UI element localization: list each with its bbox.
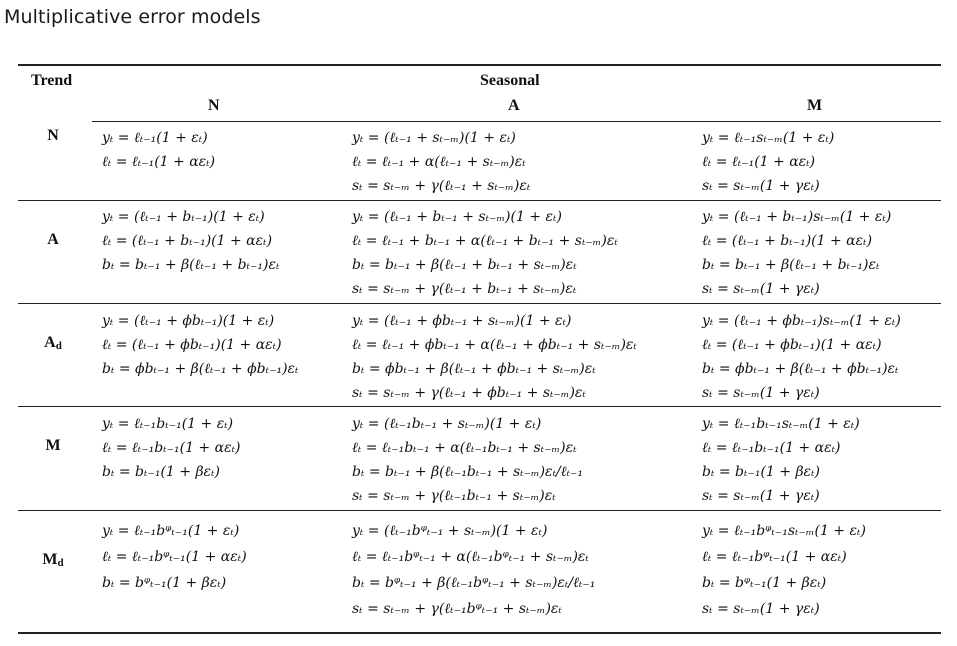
model-cell-m-a: yₜ = (ℓₜ₋₁bₜ₋₁ + sₜ₋ₘ)(1 + εₜ) ℓₜ = ℓₜ₋₁bₜ₋₁ + α(ℓₜ₋₁bₜ₋₁ + sₜ₋ₘ)εₜ bₜ = bₜ₋₁ + β(ℓₜ₋₁bₜ₋₁ + sₜ₋ₘ)εₜ/ℓₜ₋₁ sₜ = sₜ₋ₘ + γ(ℓₜ₋₁bₜ₋₁ + sₜ₋ₘ)εₜ xyxy=(352,416,584,504)
model-cell-a-m: yₜ = (ℓₜ₋₁ + bₜ₋₁)sₜ₋ₘ(1 + εₜ) ℓₜ = (ℓₜ₋₁ + bₜ₋₁)(1 + αεₜ) bₜ = bₜ₋₁ + β(ℓₜ₋₁ + bₜ₋₁)εₜ sₜ = sₜ₋ₘ(1 + γεₜ) xyxy=(702,209,892,297)
row-divider-4 xyxy=(18,510,941,511)
model-cell-n-n: yₜ = ℓₜ₋₁(1 + εₜ) ℓₜ = ℓₜ₋₁(1 + αεₜ) xyxy=(102,130,216,170)
model-cell-md-a: yₜ = (ℓₜ₋₁bᵠₜ₋₁ + sₜ₋ₘ)(1 + εₜ) ℓₜ = ℓₜ₋₁bᵠₜ₋₁ + α(ℓₜ₋₁bᵠₜ₋₁ + sₜ₋ₘ)εₜ bₜ = bᵠₜ₋₁ + β(ℓₜ₋₁bᵠₜ₋₁ + sₜ₋ₘ)εₜ/ℓₜ₋₁ sₜ = sₜ₋ₘ + γ(ℓₜ₋₁bᵠₜ₋₁ + sₜ₋ₘ)εₜ xyxy=(352,523,596,617)
model-cell-m-n: yₜ = ℓₜ₋₁bₜ₋₁(1 + εₜ) ℓₜ = ℓₜ₋₁bₜ₋₁(1 + αεₜ) bₜ = bₜ₋₁(1 + βεₜ) xyxy=(102,416,241,480)
model-cell-md-m: yₜ = ℓₜ₋₁bᵠₜ₋₁sₜ₋ₘ(1 + εₜ) ℓₜ = ℓₜ₋₁bᵠₜ₋₁(1 + αεₜ) bₜ = bᵠₜ₋₁(1 + βεₜ) sₜ = sₜ₋ₘ(1 + γεₜ) xyxy=(702,523,866,617)
model-cell-ad-a: yₜ = (ℓₜ₋₁ + ϕbₜ₋₁ + sₜ₋ₘ)(1 + εₜ) ℓₜ = ℓₜ₋₁ + ϕbₜ₋₁ + α(ℓₜ₋₁ + ϕbₜ₋₁ + sₜ₋ₘ)εₜ bₜ = ϕbₜ₋₁ + β(ℓₜ₋₁ + ϕbₜ₋₁ + sₜ₋ₘ)εₜ sₜ = sₜ₋ₘ + γ(ℓₜ₋₁ + ϕbₜ₋₁ + sₜ₋ₘ)εₜ xyxy=(352,313,637,401)
seasonal-header: Seasonal xyxy=(480,72,540,89)
model-cell-n-m: yₜ = ℓₜ₋₁sₜ₋ₘ(1 + εₜ) ℓₜ = ℓₜ₋₁(1 + αεₜ) sₜ = sₜ₋ₘ(1 + γεₜ) xyxy=(702,130,835,194)
row-divider-3 xyxy=(18,406,941,407)
row-divider-2 xyxy=(18,303,941,304)
trend-label-ad: $A_d$ xyxy=(44,334,62,352)
table-top-rule xyxy=(18,64,941,66)
column-header-m: M xyxy=(807,97,823,114)
column-header-n: N xyxy=(208,97,220,114)
model-cell-a-a: yₜ = (ℓₜ₋₁ + bₜ₋₁ + sₜ₋ₘ)(1 + εₜ) ℓₜ = ℓₜ₋₁ + bₜ₋₁ + α(ℓₜ₋₁ + bₜ₋₁ + sₜ₋ₘ)εₜ bₜ = bₜ₋₁ + β(ℓₜ₋₁ + bₜ₋₁ + sₜ₋ₘ)εₜ sₜ = sₜ₋ₘ + γ(ℓₜ₋₁ + bₜ₋₁ + sₜ₋ₘ)εₜ xyxy=(352,209,618,297)
trend-header: Trend xyxy=(31,72,73,89)
trend-label-md: $M_d$ xyxy=(42,551,64,569)
table-bottom-rule xyxy=(18,632,941,634)
model-cell-n-a: yₜ = (ℓₜ₋₁ + sₜ₋ₘ)(1 + εₜ) ℓₜ = ℓₜ₋₁ + α(ℓₜ₋₁ + sₜ₋ₘ)εₜ sₜ = sₜ₋ₘ + γ(ℓₜ₋₁ + sₜ₋ₘ)εₜ xyxy=(352,130,531,194)
model-cell-m-m: yₜ = ℓₜ₋₁bₜ₋₁sₜ₋ₘ(1 + εₜ) ℓₜ = ℓₜ₋₁bₜ₋₁(1 + αεₜ) bₜ = bₜ₋₁(1 + βεₜ) sₜ = sₜ₋ₘ(1 + γεₜ) xyxy=(702,416,860,504)
trend-label-a: A xyxy=(47,231,59,248)
trend-label-n: N xyxy=(47,127,59,144)
row-divider-1 xyxy=(18,200,941,201)
model-cell-a-n: yₜ = (ℓₜ₋₁ + bₜ₋₁)(1 + εₜ) ℓₜ = (ℓₜ₋₁ + bₜ₋₁)(1 + αεₜ) bₜ = bₜ₋₁ + β(ℓₜ₋₁ + bₜ₋₁)εₜ xyxy=(102,209,280,273)
model-cell-ad-n: yₜ = (ℓₜ₋₁ + ϕbₜ₋₁)(1 + εₜ) ℓₜ = (ℓₜ₋₁ + ϕbₜ₋₁)(1 + αεₜ) bₜ = ϕbₜ₋₁ + β(ℓₜ₋₁ + ϕbₜ₋₁)εₜ xyxy=(102,313,299,377)
column-header-a: A xyxy=(508,97,520,114)
page-title: Multiplicative error models xyxy=(4,6,261,28)
trend-label-m: M xyxy=(45,437,61,454)
model-cell-ad-m: yₜ = (ℓₜ₋₁ + ϕbₜ₋₁)sₜ₋ₘ(1 + εₜ) ℓₜ = (ℓₜ₋₁ + ϕbₜ₋₁)(1 + αεₜ) bₜ = ϕbₜ₋₁ + β(ℓₜ₋₁ + ϕbₜ₋₁)εₜ sₜ = sₜ₋ₘ(1 + γεₜ) xyxy=(702,313,901,401)
model-cell-md-n: yₜ = ℓₜ₋₁bᵠₜ₋₁(1 + εₜ) ℓₜ = ℓₜ₋₁bᵠₜ₋₁(1 + αεₜ) bₜ = bᵠₜ₋₁(1 + βεₜ) xyxy=(102,523,247,591)
header-underline-rule xyxy=(92,121,941,122)
